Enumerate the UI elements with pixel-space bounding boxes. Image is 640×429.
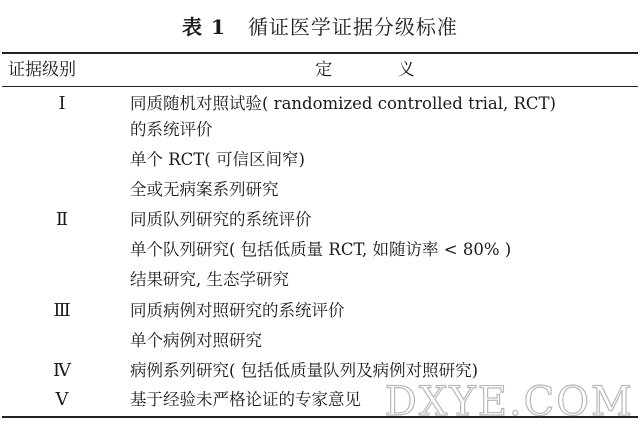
definition-cell: 单个病例对照研究 xyxy=(130,331,262,350)
level-cell: Ⅴ xyxy=(55,389,69,410)
level-cell: Ⅲ xyxy=(53,300,71,321)
header-level: 证据级别 xyxy=(8,60,76,80)
level-cell: Ⅱ xyxy=(55,209,69,230)
definition-cell: 同质随机对照试验( randomized controlled trial, RCT) xyxy=(130,94,556,113)
table-title: 循证医学证据分级标准 xyxy=(247,15,458,39)
definition-cell: 病例系列研究( 包括低质量队列及病例对照研究) xyxy=(130,361,479,380)
definition-cell: 全或无病案系列研究 xyxy=(130,180,279,199)
level-cell: Ⅳ xyxy=(53,360,71,381)
definition-cell: 单个 RCT( 可信区间窄) xyxy=(130,150,305,169)
definition-cell: 基于经验未严格论证的专家意见 xyxy=(130,390,361,409)
table-row xyxy=(0,178,640,202)
table-row xyxy=(0,329,640,353)
table-row xyxy=(0,299,640,323)
table-caption xyxy=(0,14,640,40)
header-rule xyxy=(2,86,638,87)
level-cell: Ⅰ xyxy=(58,93,66,114)
header-definition: 定 义 xyxy=(315,60,445,80)
table-row xyxy=(0,148,640,172)
definition-cell: 同质病例对照研究的系统评价 xyxy=(130,301,345,320)
definition-cell: 结果研究, 生态学研究 xyxy=(130,270,289,289)
table-row xyxy=(0,208,640,232)
site-watermark: DXYE.COM xyxy=(384,379,634,425)
table-row xyxy=(0,118,640,142)
table-row xyxy=(0,238,640,262)
table-number: 表 1 xyxy=(182,15,226,39)
table-row xyxy=(0,92,640,116)
definition-cell: 的系统评价 xyxy=(130,120,213,139)
definition-cell: 同质队列研究的系统评价 xyxy=(130,210,312,229)
top-rule xyxy=(2,52,638,54)
table-row xyxy=(0,268,640,292)
definition-cell: 单个队列研究( 包括低质量 RCT, 如随访率 < 80% ) xyxy=(130,240,512,259)
